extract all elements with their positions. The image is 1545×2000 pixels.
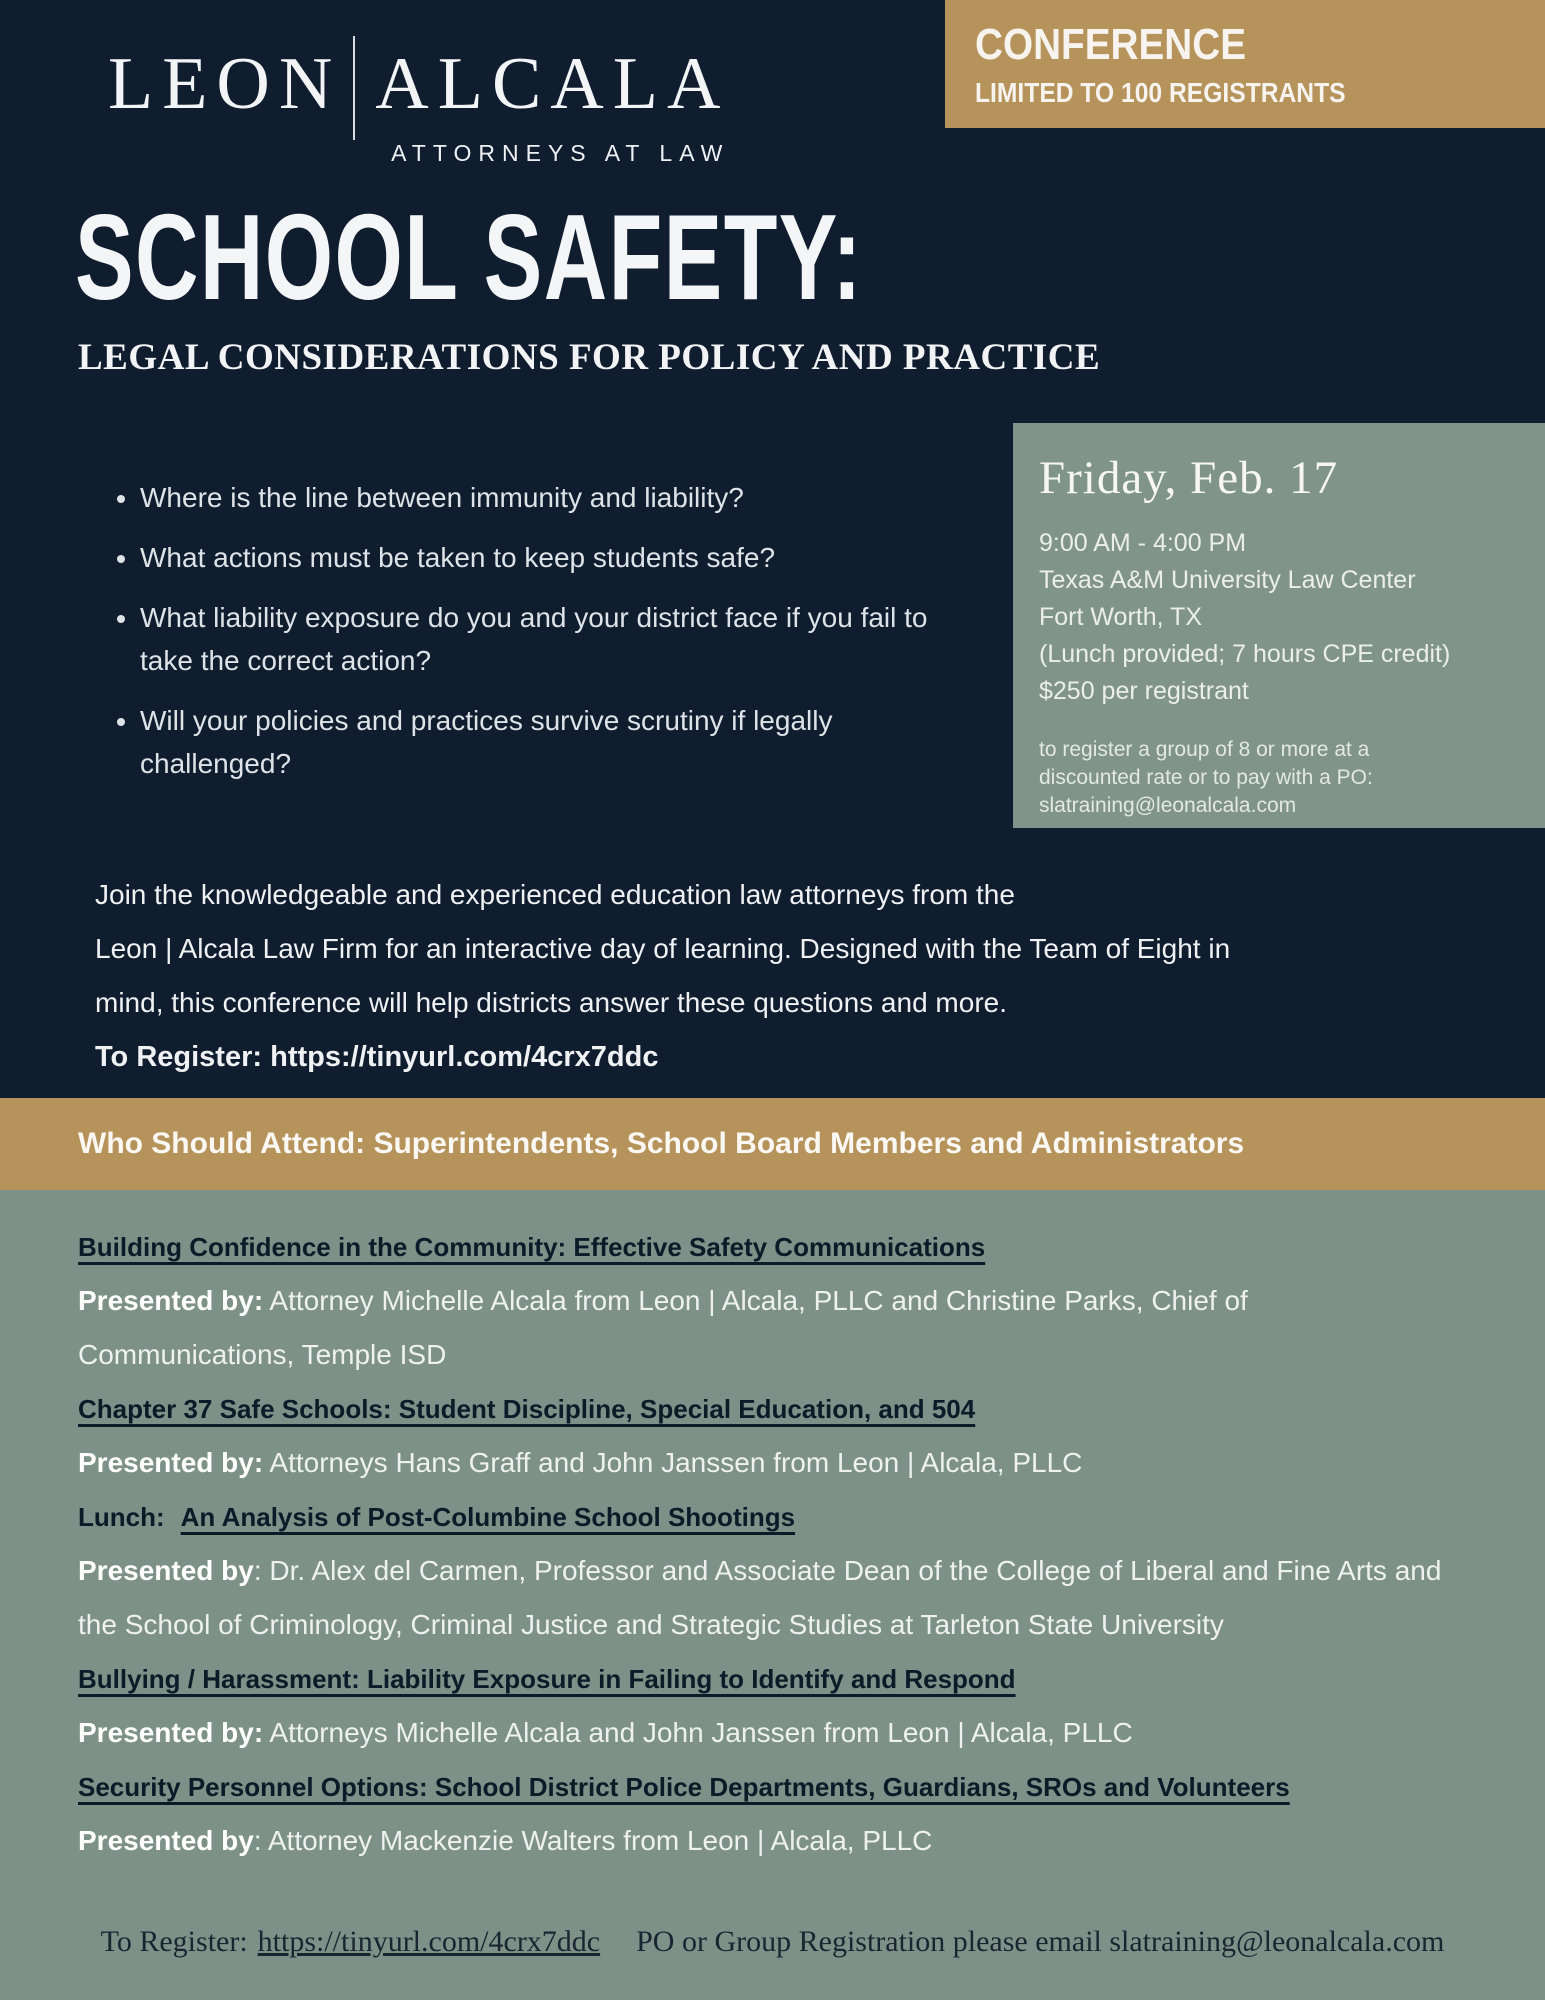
presenter-names: Attorney Michelle Alcala from Leon | Alcala, PLLC and Christine Parks, Chief of Communications, Temple ISD (78, 1285, 1248, 1370)
session-title-line (78, 1220, 1455, 1274)
session-title-line (78, 1382, 1455, 1436)
event-venue: Texas A&M University Law Center (1039, 566, 1416, 594)
question-bullet-list (112, 476, 960, 802)
session-title: Security Personnel Options: School District Police Departments, Guardians, SROs and Volunteers (78, 1772, 1290, 1802)
register-line (95, 1030, 1230, 1084)
presenter-names: : Attorney Mackenzie Walters from Leon | Alcala, PLLC (253, 1825, 933, 1856)
footer-register-label: To Register: (100, 1925, 248, 1958)
session-item (78, 1220, 1455, 1382)
footer-register-line (0, 1925, 1545, 1959)
session-title: Building Confidence in the Community: Effective Safety Communications (78, 1232, 986, 1262)
presenter-names: : Dr. Alex del Carmen, Professor and Associate Dean of the College of Liberal and Fine Arts and the School of Criminology, Criminal Justice and Strategic Studies at Tarleton State University (78, 1555, 1442, 1640)
presenter-label: Presented by: (78, 1447, 264, 1478)
conference-banner (945, 0, 1545, 128)
conference-label: CONFERENCE (975, 19, 1247, 69)
session-presenter-line (78, 1274, 1455, 1382)
presenter-label: Presented by: (78, 1717, 264, 1748)
event-price: $250 per registrant (1039, 677, 1249, 705)
presenter-label: Presented by (78, 1555, 254, 1586)
session-prefix-lunch: Lunch: (78, 1502, 165, 1532)
session-presenter-line (78, 1436, 1455, 1490)
event-info-box (1013, 423, 1545, 828)
group-registration-note: to register a group of 8 or more at a discounted rate or to pay with a PO: slatraining@leonalcala.com (1039, 738, 1373, 817)
presenter-label: Presented by: (78, 1285, 264, 1316)
logo-word-alcala: ALCALA (375, 43, 730, 126)
logo-divider (353, 36, 355, 140)
session-item (78, 1760, 1455, 1868)
who-should-attend-text: Who Should Attend: Superintendents, School Board Members and Administrators (78, 1127, 1245, 1160)
footer-po-text: PO or Group Registration please email slatraining@leonalcala.com (636, 1925, 1445, 1958)
event-date: Friday, Feb. 17 (1039, 452, 1339, 504)
session-title-line (78, 1490, 1455, 1544)
register-url-link[interactable]: https://tinyurl.com/4crx7ddc (270, 1041, 659, 1073)
firm-logo-wordmark (108, 30, 729, 140)
who-should-attend-band (0, 1098, 1545, 1190)
session-presenter-line (78, 1814, 1455, 1868)
session-title-line (78, 1760, 1455, 1814)
event-lunch-cpe: (Lunch provided; 7 hours CPE credit) (1039, 640, 1451, 668)
session-presenter-line (78, 1544, 1455, 1652)
intro-line: mind, this conference will help districts answer these questions and more. (95, 987, 1007, 1018)
bullet-item: • Will your policies and practices survive scrutiny if legally challenged? (140, 699, 960, 785)
logo-word-leon: LEON (108, 43, 342, 126)
bullet-item: • What actions must be taken to keep students safe? (140, 536, 960, 579)
intro-line: Leon | Alcala Law Firm for an interactive day of learning. Designed with the Team of Eight in (95, 933, 1231, 964)
logo-tagline: ATTORNEYS AT LAW (391, 140, 730, 166)
presenter-names: Attorneys Michelle Alcala and John Janssen from Leon | Alcala, PLLC (263, 1717, 1133, 1748)
session-presenter-line (78, 1706, 1455, 1760)
bullet-item: • Where is the line between immunity and liability? (140, 476, 960, 519)
session-item (78, 1382, 1455, 1490)
intro-line: Join the knowledgeable and experienced education law attorneys from the (95, 879, 1015, 910)
session-title-line (78, 1652, 1455, 1706)
session-title: An Analysis of Post-Columbine School Shootings (180, 1502, 796, 1532)
intro-paragraph (95, 868, 1230, 1084)
event-city: Fort Worth, TX (1039, 603, 1203, 631)
register-label: To Register: (95, 1041, 263, 1073)
bullet-item: • What liability exposure do you and your district face if you fail to take the correct action? (140, 596, 960, 682)
presenter-names: Attorneys Hans Graff and John Janssen from Leon | Alcala, PLLC (263, 1447, 1083, 1478)
session-item (78, 1652, 1455, 1760)
session-title: Chapter 37 Safe Schools: Student Discipline, Special Education, and 504 (78, 1394, 976, 1424)
conference-limit-label: LIMITED TO 100 REGISTRANTS (975, 76, 1346, 108)
agenda-section (0, 1190, 1545, 2000)
presenter-label: Presented by (78, 1825, 254, 1856)
session-item (78, 1490, 1455, 1652)
session-title: Bullying / Harassment: Liability Exposure in Failing to Identify and Respond (78, 1664, 1016, 1694)
footer-register-link[interactable]: https://tinyurl.com/4crx7ddc (257, 1925, 601, 1958)
page-title: SCHOOL SAFETY: (75, 189, 863, 325)
event-details (1039, 525, 1517, 710)
event-time: 9:00 AM - 4:00 PM (1039, 529, 1247, 557)
page-subtitle: LEGAL CONSIDERATIONS FOR POLICY AND PRACTICE (78, 337, 1101, 378)
firm-logo (108, 30, 729, 167)
